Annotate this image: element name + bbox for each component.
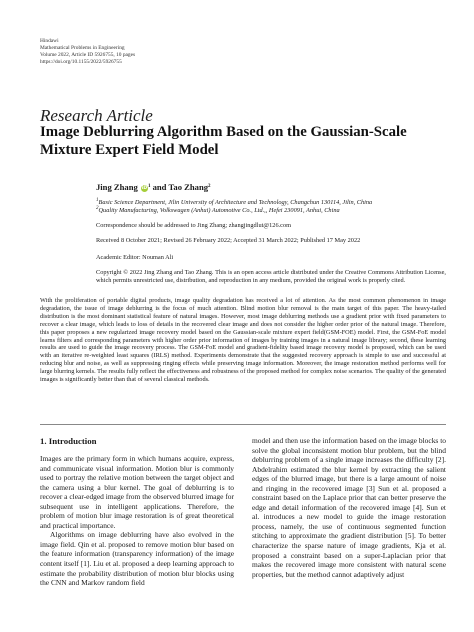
affiliation-marker: 1 xyxy=(96,198,99,203)
body-paragraph: Algorithms on image deblurring have also evolved in the image field. Qin et al. proposed to remove motion blur based on the feature information (transparency information) of the image content itself [1]. Liu et al. proposed a deep learning approach to estimate the probability distribution of motion blur blocks using the CNN and Markov random field xyxy=(40,530,234,588)
abstract: With the proliferation of portable digital products, image quality degradation has received a lot of attention. As the most common phenomenon in image degradation, the issue of image deblurring is the focus of much attention. Blind motion blur removal is the main target of this paper. The heavy-tailed distribution is the most dominant statistical feature of natural images. However, most image deblurring methods use a gradient prior with fixed parameters to recover a clear image, which leads to loss of details in the recovered clear image and does not consider the higher order prior of the natural image. Therefore, this paper proposes a new regularized image recovery model based on the Gaussian-scale mixture expert field(GSM-FOE) model. First, the GSM-FoE model learns filters and corresponding parameters with higher order prior information of images by training images in a natural image library; second, these learning results are used to guide the image recovery process. The GSM-FoE model and gradient-fidelity based image recovery model is proposed, which can be used with an iterative re-weighted least squares (IRLS) method. Experiments demonstrate that the suggested recovery approach is simple to use and successful at reducing blur and noise, as well as suppressing ringing effects while preserving image information. Moreover, the image restoration method performs well for large blurring kernels. The results fully reflect the effectiveness and robustness of the proposed method for complex noise scenarios. The quality of the generated images is significantly better than that of several classical methods. xyxy=(40,297,446,384)
body-column-left xyxy=(40,454,234,588)
divider xyxy=(40,424,446,425)
author-list xyxy=(96,182,211,192)
copyright-notice: Copyright © 2022 Jing Zhang and Tao Zhang. This is an open access article distributed under the Creative Commons Attribution License, which permits unrestricted use, distribution, and reproduction in any medium, provided the original work is properly cited. xyxy=(96,269,446,284)
publication-dates: Received 8 October 2021; Revised 26 February 2022; Accepted 31 March 2022; Published 17 May 2022 xyxy=(96,237,361,244)
author-name: Jing Zhang xyxy=(96,182,138,192)
journal-header xyxy=(40,38,135,66)
author-affiliation-marker: 2 xyxy=(208,184,211,189)
correspondence-line: Correspondence should be addressed to Jing Zhang; zhangjingdlut@126.com xyxy=(96,222,292,229)
affiliation-text: Basic Science Department, Jilin University of Architecture and Technology, Changchun 130114, Jilin, China xyxy=(98,199,373,206)
body-column-right xyxy=(252,436,446,579)
doi-link[interactable]: https://doi.org/10.1155/2022/5926755 xyxy=(40,59,122,66)
body-paragraph: Images are the primary form in which humans acquire, express, and communicate visual information. Motion blur is commonly used to portray the relative motion between the target object and the camera using a blur kernel. The goal of deblurring is to recover a clear-edged image from the observed blurred image for subsequent use in intelligent applications. Therefore, the problem of motion blur image restoration is of great theoretical and practical importance. xyxy=(40,454,234,530)
section-heading: 1. Introduction xyxy=(40,436,97,446)
affiliation-text: Quality Manufacturing, Volkswagen (Anhui) Automotive Co., Ltd.,, Hefei 230091, Anhui, China xyxy=(98,207,340,214)
paper-title: Image Deblurring Algorithm Based on the Gaussian-Scale Mixture Expert Field Model xyxy=(40,124,407,158)
article-type: Research Article xyxy=(40,106,153,125)
affiliation-2 xyxy=(96,206,446,214)
journal-name: Mathematical Problems in Engineering xyxy=(40,45,125,52)
affiliation-marker: 2 xyxy=(96,206,99,211)
orcid-icon[interactable]: iD xyxy=(141,186,148,191)
publisher-name: Hindawi xyxy=(40,38,59,44)
body-paragraph: model and then use the information based on the image blocks to solve the global inconsistent motion blur problem, but the blind deblurring problem of a single image increases the difficulty [2]. Abdelrahim estimated the blur kernel by extracting the salient edges of the blurred image, but there is a large amount of noise and ringing in the recovered image [3] Sun et al. proposed a constraint based on the Laplace prior that can better preserve the edge and detail information of the recovered image [4]. Sun et al. introduces a new model to guide the image restoration process, namely, the use of continuous segmented function stitching to approximate the gradient distribution [5]. To better characterize the sparse nature of image gradients, Kja et al. proposed a constraint based on a super-Laplacian prior that makes the recovered image more consistent with natural scene properties, but the method cannot adaptively adjust xyxy=(252,436,446,579)
academic-editor: Academic Editor: Nouman Ali xyxy=(96,254,174,261)
author-name: Tao Zhang xyxy=(168,182,209,192)
author-connector: and xyxy=(150,182,169,192)
volume-info: Volume 2022, Article ID 5926755, 10 pages xyxy=(40,52,136,59)
author-affiliation-marker: 1 xyxy=(147,184,151,189)
affiliation-1 xyxy=(96,198,446,206)
